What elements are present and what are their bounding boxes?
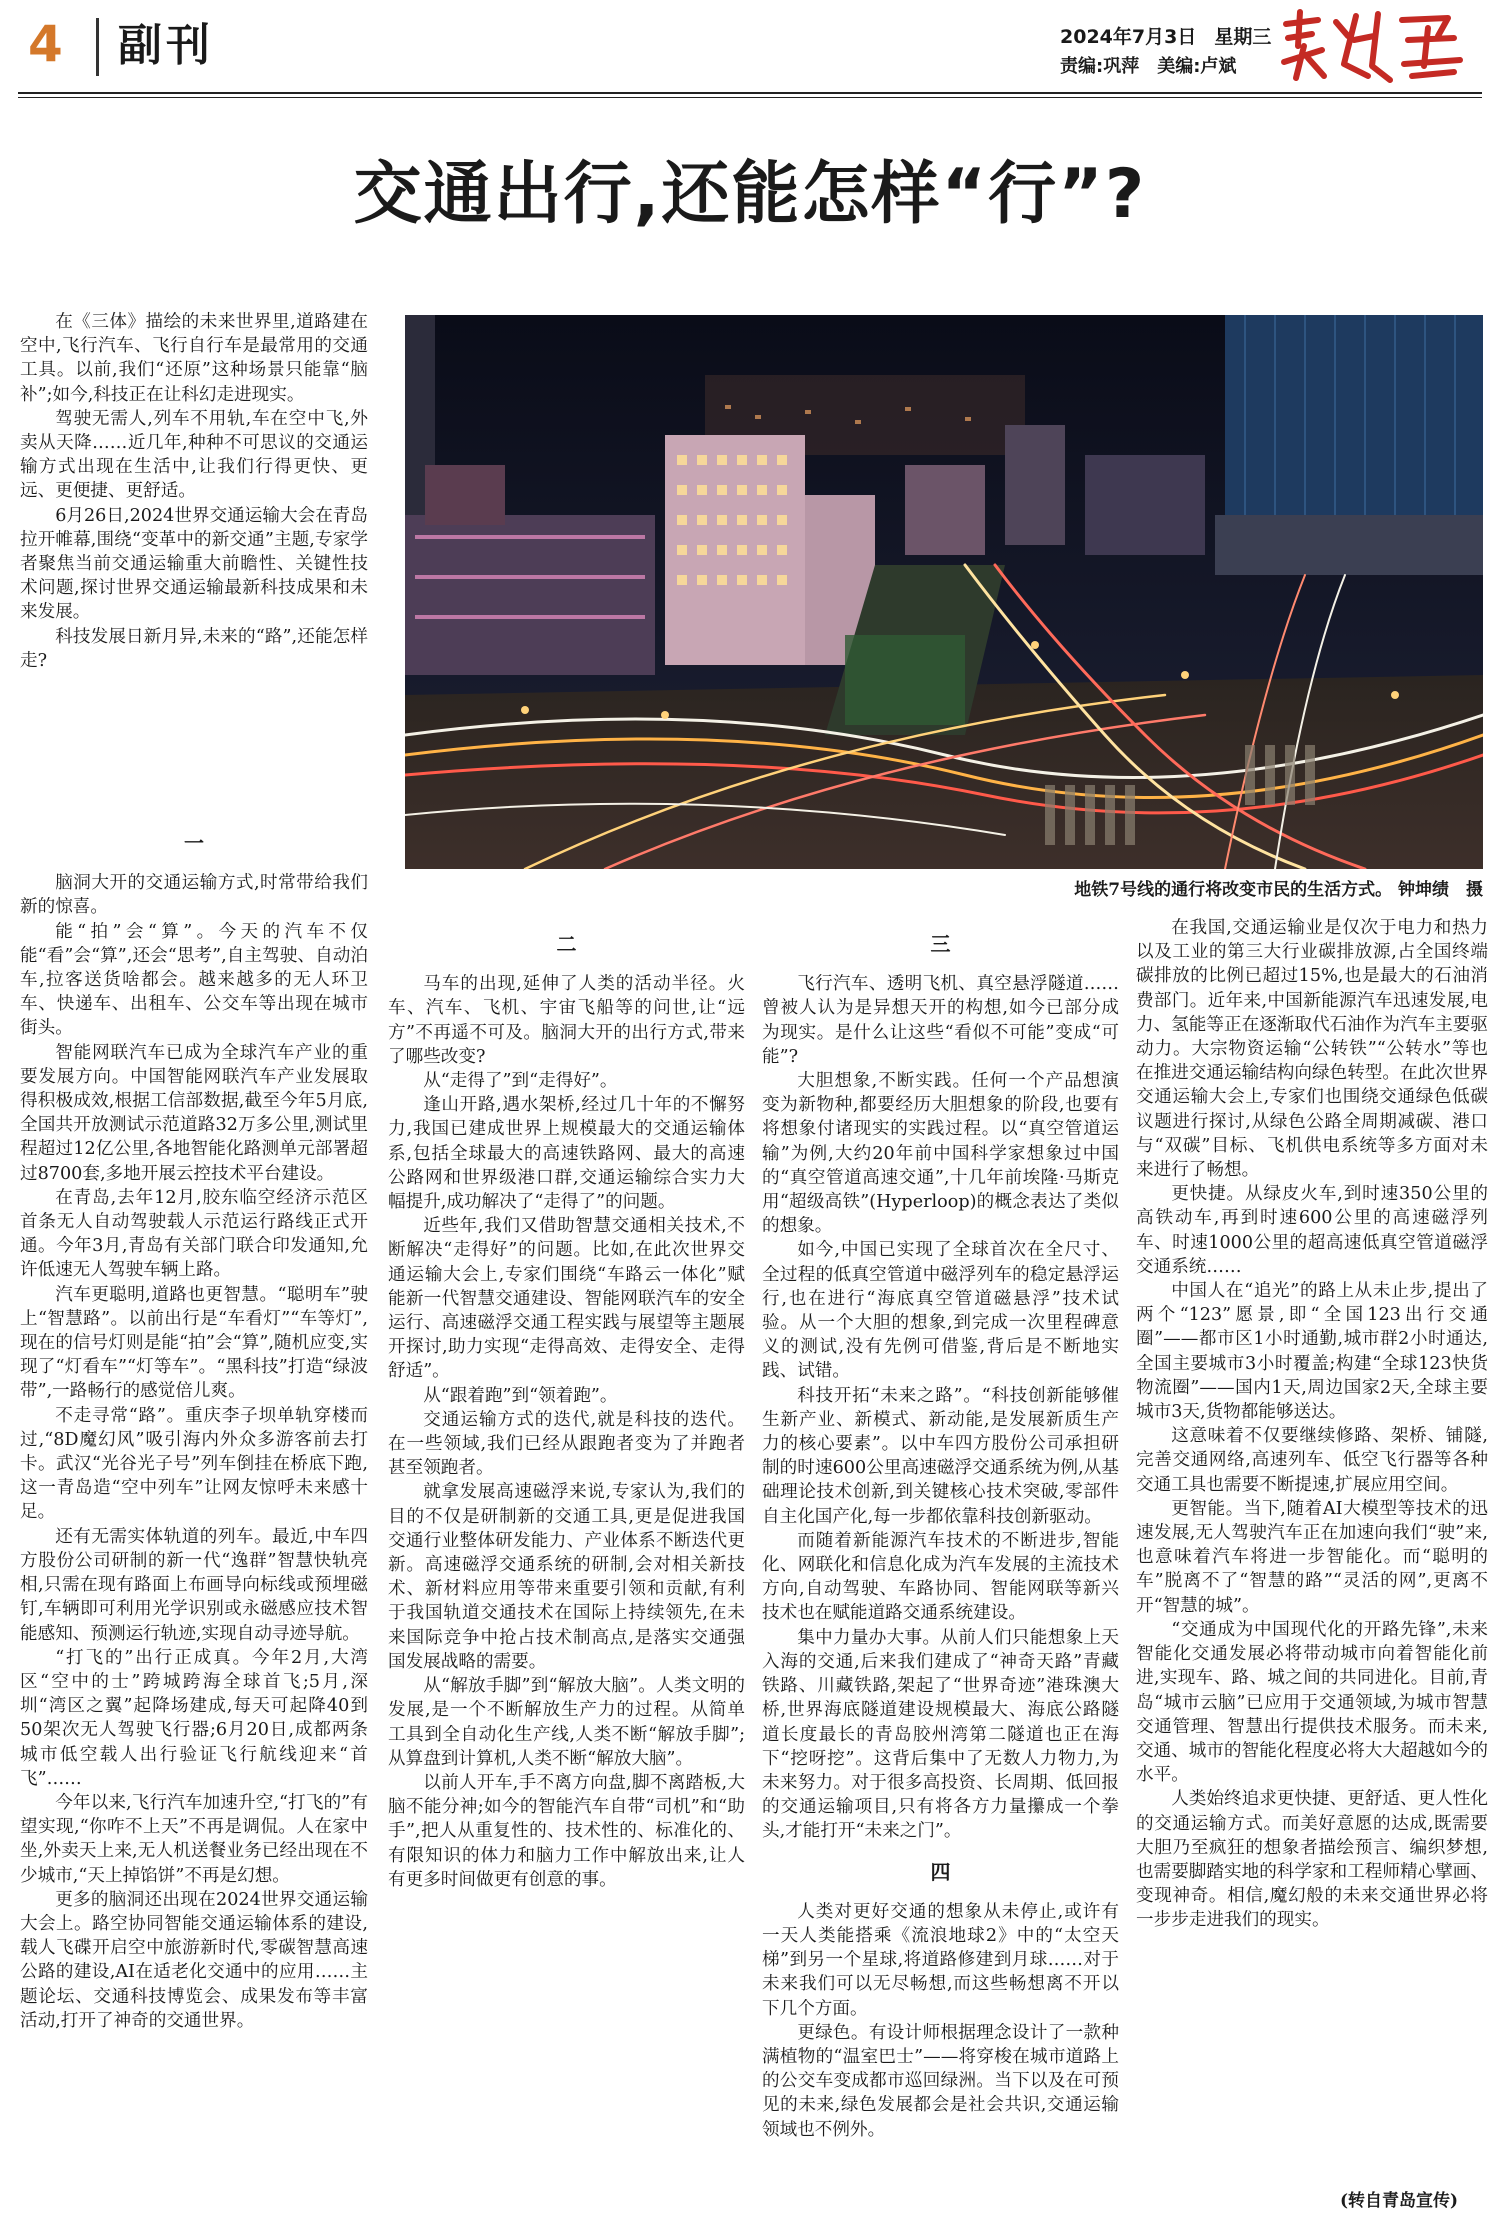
paragraph: 而随着新能源汽车技术的不断进步,智能化、网联化和信息化成为汽车发展的主流技术方向,自动驾驶、车路协同、智能网联等新兴技术也在赋能道路交通系统建设。 bbox=[762, 1530, 1119, 1624]
intro-column bbox=[20, 310, 368, 673]
paragraph: 飞行汽车、透明飞机、真空悬浮隧道……曾被人认为是异想天开的构想,如今已部分成为现实。是什么让这些“看似不可能”变成“可能”? bbox=[762, 974, 1119, 1067]
paragraph: “打飞的”出行正成真。今年2月,大湾区“空中的士”跨城跨海全球首飞;5月,深圳“湾区之翼”起降场建成,每天可起降40到50架次无人驾驶飞行器;6月20日,成都两条城市低空载人出行验证飞行航线迎来“首飞”…… bbox=[20, 1647, 368, 1789]
issue-weekday: 星期三 bbox=[1214, 26, 1272, 48]
paragraph: 今年以来,飞行汽车加速升空,“打飞的”有望实现,“你咋不上天”不再是调侃。人在家中坐,外卖天上来,无人机送餐业务已经出现在不少城市,“天上掉馅饼”不再是幻想。 bbox=[20, 1792, 368, 1886]
page-header bbox=[0, 0, 1500, 90]
section-number: 二 bbox=[556, 932, 577, 956]
brand-logo bbox=[1278, 6, 1478, 86]
section-number: 一 bbox=[184, 831, 204, 855]
paragraph: 从“跟着跑”到“领着跑”。 bbox=[423, 1385, 618, 1406]
editor-line bbox=[1060, 52, 1254, 78]
paragraph: 科技开拓“未来之路”。“科技创新能够催生新产业、新模式、新动能,是发展新质生产力的核心要素”。以中车四方股份公司承担研制的时速600公里高速磁浮交通系统为例,从基础理论技术创新,到关键核心技术突破,零部件自主化国产化,每一步都依靠科技创新驱动。 bbox=[762, 1385, 1119, 1527]
paragraph: 还有无需实体轨道的列车。最近,中车四方股份公司研制的新一代“逸群”智慧快轨亮相,只需在现有路面上布画导向标线或预埋磁钉,车辆即可利用光学识别或永磁感应技术智能感知、预测运行轨迹,实现自动寻迹导航。 bbox=[20, 1526, 368, 1644]
art-editor-credit: 美编:卢斌 bbox=[1157, 56, 1237, 77]
paragraph: 6月26日,2024世界交通运输大会在青岛拉开帷幕,围绕“变革中的新交通”主题,专家学者聚焦当前交通运输重大前瞻性、关键性技术问题,探讨世界交通运输最新科技成果和未来发展。 bbox=[20, 505, 368, 623]
paragraph: 中国人在“追光”的路上从未止步,提出了两个“123”愿景,即“全国123出行交通圈”——都市区1小时通勤,城市群2小时通达,全国主要城市3小时覆盖;构建“全球123快货物流圈”——国内1天,周边国家2天,全球主要城市3天,货物都能够送达。 bbox=[1136, 1281, 1488, 1423]
paragraph: 能“拍”会“算”。今天的汽车不仅能“看”会“算”,还会“思考”,自主驾驶、自动泊车,拉客送货啥都会。越来越多的无人环卫车、快递车、出租车、公交车等出现在城市街头。 bbox=[20, 921, 368, 1039]
paragraph: 汽车更聪明,道路也更智慧。“聪明车”驶上“智慧路”。以前出行是“车看灯”“车等灯”,现在的信号灯则是能“拍”会“算”,随机应变,实现了“灯看车”“灯等车”。“黑科技”打造“绿波带”,一路畅行的感觉倍儿爽。 bbox=[20, 1284, 368, 1402]
city-night-photo bbox=[405, 315, 1483, 869]
photo-illustration bbox=[405, 315, 1483, 869]
paragraph: 集中力量办大事。从前人们只能想象上天入海的交通,后来我们建成了“神奇天路”青藏铁路、川藏铁路,架起了“世界奇迹”港珠澳大桥,世界海底隧道建设规模最大、海底公路隧道长度最长的青岛胶州湾第二隧道也正在海下“挖呀挖”。这背后集中了无数人力物力,为未来努力。对于很多高投资、长周期、低回报的交通运输项目,只有将各方力量攥成一个拳头,才能打开“未来之门”。 bbox=[762, 1627, 1119, 1842]
paragraph: 更绿色。有设计师根据理念设计了一款种满植物的“温室巴士”——将穿梭在城市道路上的公交车变成都市巡回绿洲。当下以及在可预见的未来,绿色发展都会是社会共识,交通运输领域也不例外。 bbox=[762, 2022, 1119, 2140]
header-rule-thin bbox=[18, 97, 1482, 98]
photo-caption: 地铁7号线的通行将改变市民的生活方式。 钟坤绩 摄 bbox=[1074, 880, 1483, 900]
section-number: 四 bbox=[930, 1859, 951, 1884]
page-number: 4 bbox=[28, 15, 63, 73]
editor-credit: 责编:巩萍 bbox=[1060, 56, 1140, 77]
paragraph: 科技发展日新月异,未来的“路”,还能怎样走? bbox=[20, 626, 368, 671]
header-rule bbox=[18, 92, 1482, 94]
article-column-1 bbox=[20, 815, 368, 2033]
paragraph: 更智能。当下,随着AI大模型等技术的迅速发展,无人驾驶汽车正在加速向我们“驶”来,也意味着汽车将进一步智能化。而“聪明的车”脱离不了“智慧的路”“灵活的网”,更离不开“智慧的城”。 bbox=[1136, 1498, 1488, 1616]
issue-date-line bbox=[1060, 22, 1289, 49]
paragraph: 以前人开车,手不离方向盘,脚不离踏板,大脑不能分神;如今的智能汽车自带“司机”和“助手”,把人从重复性的、技术性的、标准化的、有限知识的体力和脑力工作中解放出来,让人有更多时间做更有创意的事。 bbox=[388, 1772, 745, 1890]
paragraph: 更多的脑洞还出现在2024世界交通运输大会上。路空协同智能交通运输体系的建设,载人飞碟开启空中旅游新时代,零碳智慧高速公路的建设,AI在适老化交通中的应用……主题论坛、交通科技博览会、成果发布等丰富活动,打开了神奇的交通世界。 bbox=[20, 1889, 368, 2031]
paragraph: 交通运输方式的迭代,就是科技的迭代。在一些领域,我们已经从跟跑者变为了并跑者甚至领跑者。 bbox=[388, 1409, 745, 1479]
paragraph: 这意味着不仅要继续修路、架桥、铺隧,完善交通网络,高速列车、低空飞行器等各种交通工具也需要不断提速,扩展应用空间。 bbox=[1136, 1426, 1488, 1495]
paragraph: 从“解放手脚”到“解放大脑”。人类文明的发展,是一个不断解放生产力的过程。从简单工具到全自动化生产线,人类不断“解放手脚”;从算盘到计算机,人类不断“解放大脑”。 bbox=[388, 1676, 745, 1769]
paragraph: “交通成为中国现代化的开路先锋”,未来智能化交通发展必将带动城市向着智能化前进,实现车、路、城之间的共同进化。目前,青岛“城市云脑”已应用于交通领域,为城市智慧交通管理、智慧出行提供技术服务。而未来,交通、城市的智能化程度必将大大超越如今的水平。 bbox=[1136, 1619, 1488, 1786]
paragraph: 就拿发展高速磁浮来说,专家认为,我们的目的不仅是研制新的交通工具,更是促进我国交通行业整体研发能力、产业体系不断迭代更新。高速磁浮交通系统的研制,会对相关新技术、新材料应用等带来重要引领和贡献,有利于我国轨道交通技术在国际上持续领先,在未来国际竞争中抢占技术制高点,是落实交通强国发展战略的需要。 bbox=[388, 1482, 745, 1672]
paragraph: 近些年,我们又借助智慧交通相关技术,不断解决“走得好”的问题。比如,在此次世界交通运输大会上,专家们围绕“车路云一体化”赋能新一代智慧交通建设、智能网联汽车的安全运行、高速磁浮交通工程实践与展望等主题展开探讨,助力实现“走得高效、走得安全、走得舒适”。 bbox=[388, 1216, 745, 1382]
article-column-2 bbox=[388, 916, 745, 1892]
paragraph: 在我国,交通运输业是仅次于电力和热力以及工业的第三大行业碳排放源,占全国终端碳排放的比例已超过15%,也是最大的石油消费部门。近年来,中国新能源汽车迅速发展,电力、氢能等正在逐渐取代石油作为汽车主要驱动力。大宗物资运输“公转铁”“公转水”等也在推进交通运输结构向绿色转型。在此次世界交通运输大会上,专家们也围绕交通绿色低碳议题进行探讨,从绿色公路全周期减碳、港口与“双碳”目标、飞机供电系统等多方面对未来进行了畅想。 bbox=[1136, 918, 1488, 1181]
paragraph: 马车的出现,延伸了人类的活动半径。火车、汽车、飞机、宇宙飞船等的问世,让“远方”不再遥不可及。脑洞大开的出行方式,带来了哪些改变? bbox=[388, 974, 745, 1067]
paragraph: 从“走得了”到“走得好”。 bbox=[423, 1071, 618, 1092]
paragraph: 逢山开路,遇水架桥,经过几十年的不懈努力,我国已建成世界上规模最大的交通运输体系,包括全球最大的高速铁路网、最大的高速公路网和世界级港口群,交通运输综合实力大幅提升,成功解决了“走得了”的问题。 bbox=[388, 1095, 745, 1213]
paragraph: 不走寻常“路”。重庆李子坝单轨穿楼而过,“8D魔幻风”吸引海内外众多游客前去打卡。武汉“光谷光子号”列车倒挂在桥底下跑,这一青岛造“空中列车”让网友惊呼未来感十足。 bbox=[20, 1405, 368, 1523]
section-title: 副刊 bbox=[118, 20, 214, 71]
paragraph: 智能网联汽车已成为全球汽车产业的重要发展方向。中国智能网联汽车产业发展取得积极成效,根据工信部数据,截至今年5月底,全国共开放测试示范道路32万多公里,测试里程超过12亿公里,各地智能化路测单元部署超过8700套,多地开展云控技术平台建设。 bbox=[20, 1042, 368, 1184]
header-divider bbox=[96, 18, 99, 76]
issue-date: 2024年7月3日 bbox=[1060, 26, 1197, 48]
headline: 交通出行,还能怎样“行”? bbox=[353, 155, 1147, 234]
paragraph: 在青岛,去年12月,胶东临空经济示范区首条无人自动驾驶载人示范运行路线正式开通。今年3月,青岛有关部门联合印发通知,允许低速无人驾驶车辆上路。 bbox=[20, 1187, 368, 1281]
paragraph: 更快捷。从绿皮火车,到时速350公里的高铁动车,再到时速600公里的高速磁浮列车、时速1000公里的超高速低真空管道磁浮交通系统…… bbox=[1136, 1184, 1488, 1277]
article-column-3 bbox=[762, 916, 1119, 2142]
paragraph: 人类始终追求更快捷、更舒适、更人性化的交通运输方式。而美好意愿的达成,既需要大胆乃至疯狂的想象者描绘预言、编织梦想,也需要脚踏实地的科学家和工程师精心擘画、变现神奇。相信,魔幻般的未来交通世界必将一步步走进我们的现实。 bbox=[1136, 1789, 1488, 1931]
paragraph: 脑洞大开的交通运输方式,时常带给我们新的惊喜。 bbox=[20, 873, 368, 918]
paragraph: 人类对更好交通的想象从未停止,或许有一天人类能搭乘《流浪地球2》中的“太空天梯”到另一个星球,将道路修建到月球……对于未来我们可以无尽畅想,而这些畅想离不开以下几个方面。 bbox=[762, 1901, 1119, 2019]
section-number: 三 bbox=[930, 932, 951, 956]
paragraph: 驾驶无需人,列车不用轨,车在空中飞,外卖从天降……近几年,种种不可思议的交通运输方式出现在生活中,让我们行得更快、更远、更便捷、更舒适。 bbox=[20, 408, 368, 502]
paragraph: 在《三体》描绘的未来世界里,道路建在空中,飞行汽车、飞行自行车是最常用的交通工具。以前,我们“还原”这种场景只能靠“脑补”;如今,科技正在让科幻走进现实。 bbox=[20, 312, 368, 405]
source-credit: (转自青岛宣传) bbox=[1340, 2191, 1459, 2211]
paragraph: 大胆想象,不断实践。任何一个产品想演变为新物种,都要经历大胆想象的阶段,也要有将想象付诸现实的实践过程。以“真空管道运输”为例,大约20年前中国科学家想象过中国的“真空管道高速交通”,十几年前埃隆·马斯克用“超级高铁”(Hyperloop)的概念表达了类似的想象。 bbox=[762, 1071, 1119, 1237]
paragraph: 如今,中国已实现了全球首次在全尺寸、全过程的低真空管道中磁浮列车的稳定悬浮运行,也在进行“海底真空管道磁悬浮”技术试验。从一个大胆的想象,到完成一次里程碑意义的测试,没有先例可借鉴,背后是不断地实践、试错。 bbox=[762, 1240, 1119, 1382]
article-column-4 bbox=[1136, 916, 1488, 1933]
